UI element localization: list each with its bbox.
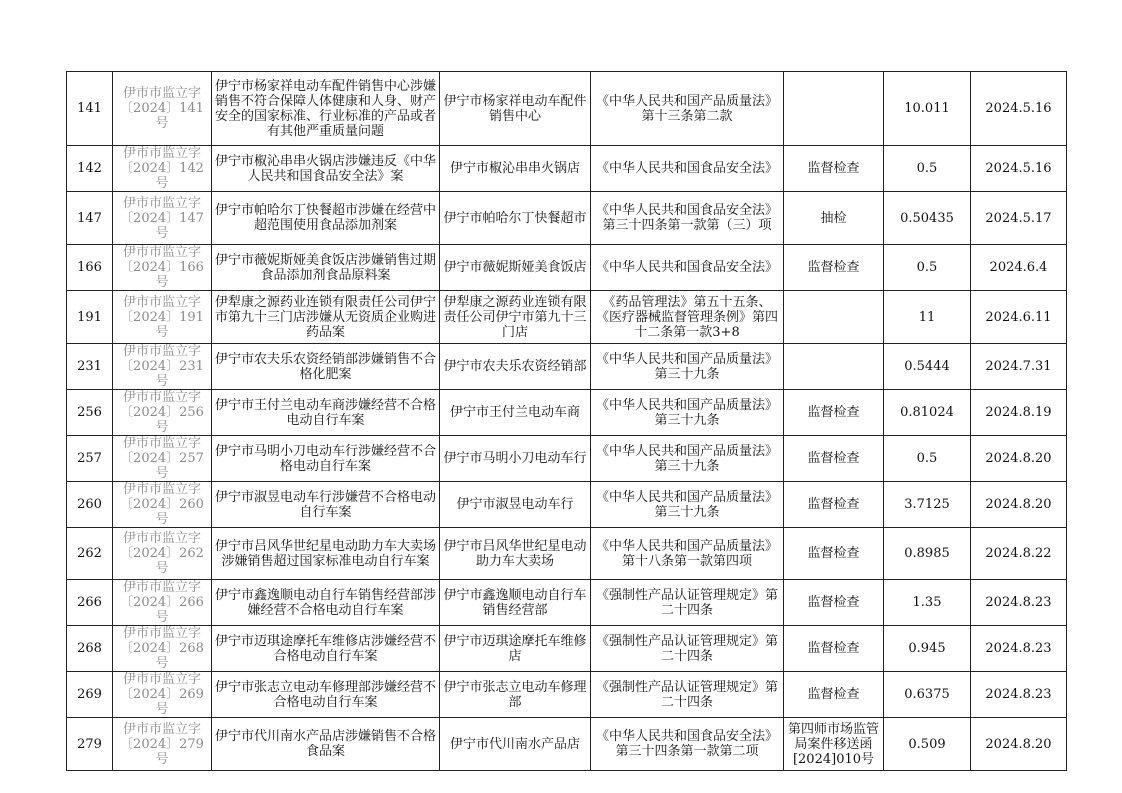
row-number: 231 <box>67 344 113 390</box>
case-source: 监督检查 <box>784 626 884 672</box>
legal-basis: 《强制性产品认证管理规定》第二十四条 <box>591 672 784 718</box>
case-source: 第四师市场监管局案件移送函[2024]010号 <box>784 718 884 771</box>
case-document-number: 伊市市监立字〔2024〕166号 <box>113 245 212 291</box>
table-row <box>67 672 1067 718</box>
case-document-number: 伊市市监立字〔2024〕260号 <box>113 482 212 528</box>
legal-basis: 《中华人民共和国食品安全法》 <box>591 245 784 291</box>
penalty-amount: 0.5444 <box>884 344 971 390</box>
row-number: 268 <box>67 626 113 672</box>
case-source <box>784 344 884 390</box>
party-name: 伊宁市鑫逸顺电动自行车销售经营部 <box>440 580 591 626</box>
case-source: 监督检查 <box>784 390 884 436</box>
case-name: 伊宁市代川南水产品店涉嫌销售不合格食品案 <box>212 718 440 771</box>
legal-basis: 《中华人民共和国产品质量法》第十八条第一款第四项 <box>591 528 784 580</box>
table-row <box>67 245 1067 291</box>
case-document-number: 伊市市监立字〔2024〕266号 <box>113 580 212 626</box>
row-number: 260 <box>67 482 113 528</box>
party-name: 伊犁康之源药业连锁有限责任公司伊宁市第九十三门店 <box>440 291 591 344</box>
case-source: 监督检查 <box>784 146 884 192</box>
table-row <box>67 436 1067 482</box>
decision-date: 2024.8.19 <box>971 390 1067 436</box>
case-name: 伊宁市淑昱电动车行涉嫌营不合格电动自行车案 <box>212 482 440 528</box>
decision-date: 2024.5.16 <box>971 72 1067 146</box>
legal-basis: 《中华人民共和国食品安全法》第三十四条第一款第二项 <box>591 718 784 771</box>
case-source: 监督检查 <box>784 672 884 718</box>
table-row <box>67 580 1067 626</box>
case-document-number: 伊市市监立字〔2024〕279号 <box>113 718 212 771</box>
row-number: 257 <box>67 436 113 482</box>
penalty-amount: 0.81024 <box>884 390 971 436</box>
penalty-amount: 3.7125 <box>884 482 971 528</box>
legal-basis: 《中华人民共和国产品质量法》第三十九条 <box>591 390 784 436</box>
table-row <box>67 528 1067 580</box>
decision-date: 2024.8.23 <box>971 672 1067 718</box>
penalty-amount: 0.509 <box>884 718 971 771</box>
legal-basis: 《中华人民共和国产品质量法》第三十九条 <box>591 344 784 390</box>
row-number: 191 <box>67 291 113 344</box>
party-name: 伊宁市吕风华世纪星电动助力车大卖场 <box>440 528 591 580</box>
decision-date: 2024.6.11 <box>971 291 1067 344</box>
case-document-number: 伊市市监立字〔2024〕257号 <box>113 436 212 482</box>
decision-date: 2024.6.4 <box>971 245 1067 291</box>
case-table-body <box>67 72 1067 771</box>
row-number: 166 <box>67 245 113 291</box>
table-row <box>67 718 1067 771</box>
penalty-amount: 0.8985 <box>884 528 971 580</box>
case-source: 抽检 <box>784 192 884 245</box>
case-name: 伊宁市薇妮斯娅美食饭店涉嫌销售过期食品添加剂食品原料案 <box>212 245 440 291</box>
penalty-amount: 0.5 <box>884 146 971 192</box>
row-number: 279 <box>67 718 113 771</box>
case-document-number: 伊市市监立字〔2024〕269号 <box>113 672 212 718</box>
row-number: 147 <box>67 192 113 245</box>
party-name: 伊宁市马明小刀电动车行 <box>440 436 591 482</box>
party-name: 伊宁市迈琪途摩托车维修店 <box>440 626 591 672</box>
case-name: 伊宁市吕风华世纪星电动助力车大卖场涉嫌销售超过国家标准电动自行车案 <box>212 528 440 580</box>
legal-basis: 《中华人民共和国产品质量法》第三十九条 <box>591 436 784 482</box>
case-table <box>66 71 1067 771</box>
case-name: 伊宁市椒沁串串火锅店涉嫌违反《中华人民共和国食品安全法》案 <box>212 146 440 192</box>
case-document-number: 伊市市监立字〔2024〕268号 <box>113 626 212 672</box>
decision-date: 2024.5.16 <box>971 146 1067 192</box>
legal-basis: 《中华人民共和国食品安全法》 <box>591 146 784 192</box>
case-name: 伊犁康之源药业连锁有限责任公司伊宁市第九十三门店涉嫌从无资质企业购进药品案 <box>212 291 440 344</box>
party-name: 伊宁市王付兰电动车商 <box>440 390 591 436</box>
decision-date: 2024.8.22 <box>971 528 1067 580</box>
decision-date: 2024.5.17 <box>971 192 1067 245</box>
party-name: 伊宁市椒沁串串火锅店 <box>440 146 591 192</box>
row-number: 256 <box>67 390 113 436</box>
legal-basis: 《强制性产品认证管理规定》第二十四条 <box>591 580 784 626</box>
penalty-amount: 0.5 <box>884 245 971 291</box>
legal-basis: 《中华人民共和国产品质量法》第十三条第二款 <box>591 72 784 146</box>
table-row <box>67 482 1067 528</box>
case-name: 伊宁市农夫乐农资经销部涉嫌销售不合格化肥案 <box>212 344 440 390</box>
case-name: 伊宁市王付兰电动车商涉嫌经营不合格电动自行车案 <box>212 390 440 436</box>
case-name: 伊宁市迈琪途摩托车维修店涉嫌经营不合格电动自行车案 <box>212 626 440 672</box>
case-source <box>784 72 884 146</box>
table-row <box>67 291 1067 344</box>
case-name: 伊宁市帕哈尔丁快餐超市涉嫌在经营中超范围使用食品添加剂案 <box>212 192 440 245</box>
case-document-number: 伊市市监立字〔2024〕231号 <box>113 344 212 390</box>
case-document-number: 伊市市监立字〔2024〕191号 <box>113 291 212 344</box>
case-source: 监督检查 <box>784 482 884 528</box>
decision-date: 2024.7.31 <box>971 344 1067 390</box>
case-source: 监督检查 <box>784 528 884 580</box>
case-document-number: 伊市市监立字〔2024〕147号 <box>113 192 212 245</box>
legal-basis: 《中华人民共和国产品质量法》第三十九条 <box>591 482 784 528</box>
penalty-amount: 0.5 <box>884 436 971 482</box>
table-row <box>67 146 1067 192</box>
penalty-amount: 11 <box>884 291 971 344</box>
row-number: 142 <box>67 146 113 192</box>
case-name: 伊宁市马明小刀电动车行涉嫌经营不合格电动自行车案 <box>212 436 440 482</box>
table-row <box>67 344 1067 390</box>
decision-date: 2024.8.20 <box>971 718 1067 771</box>
row-number: 269 <box>67 672 113 718</box>
case-source <box>784 291 884 344</box>
case-name: 伊宁市杨家祥电动车配件销售中心涉嫌销售不符合保障人体健康和人身、财产安全的国家标准、行业标准的产品或者有其他严重质量问题 <box>212 72 440 146</box>
penalty-amount: 0.50435 <box>884 192 971 245</box>
decision-date: 2024.8.23 <box>971 580 1067 626</box>
case-name: 伊宁市张志立电动车修理部涉嫌经营不合格电动自行车案 <box>212 672 440 718</box>
table-row <box>67 192 1067 245</box>
party-name: 伊宁市薇妮斯娅美食饭店 <box>440 245 591 291</box>
penalty-amount: 1.35 <box>884 580 971 626</box>
party-name: 伊宁市农夫乐农资经销部 <box>440 344 591 390</box>
party-name: 伊宁市张志立电动车修理部 <box>440 672 591 718</box>
penalty-amount: 0.6375 <box>884 672 971 718</box>
case-name: 伊宁市鑫逸顺电动自行车销售经营部涉嫌经营不合格电动自行车案 <box>212 580 440 626</box>
party-name: 伊宁市淑昱电动车行 <box>440 482 591 528</box>
row-number: 266 <box>67 580 113 626</box>
decision-date: 2024.8.20 <box>971 482 1067 528</box>
row-number: 262 <box>67 528 113 580</box>
table-row <box>67 390 1067 436</box>
legal-basis: 《药品管理法》第五十五条、《医疗器械监督管理条例》第四十二条第一款3+8 <box>591 291 784 344</box>
party-name: 伊宁市代川南水产品店 <box>440 718 591 771</box>
penalty-amount: 0.945 <box>884 626 971 672</box>
case-document-number: 伊市市监立字〔2024〕256号 <box>113 390 212 436</box>
decision-date: 2024.8.20 <box>971 436 1067 482</box>
case-document-number: 伊市市监立字〔2024〕141号 <box>113 72 212 146</box>
party-name: 伊宁市帕哈尔丁快餐超市 <box>440 192 591 245</box>
row-number: 141 <box>67 72 113 146</box>
table-row <box>67 626 1067 672</box>
case-source: 监督检查 <box>784 580 884 626</box>
case-document-number: 伊市市监立字〔2024〕142号 <box>113 146 212 192</box>
case-source: 监督检查 <box>784 245 884 291</box>
legal-basis: 《强制性产品认证管理规定》第二十四条 <box>591 626 784 672</box>
case-document-number: 伊市市监立字〔2024〕262号 <box>113 528 212 580</box>
table-row <box>67 72 1067 146</box>
decision-date: 2024.8.23 <box>971 626 1067 672</box>
case-source: 监督检查 <box>784 436 884 482</box>
legal-basis: 《中华人民共和国食品安全法》第三十四条第一款第（三）项 <box>591 192 784 245</box>
party-name: 伊宁市杨家祥电动车配件销售中心 <box>440 72 591 146</box>
penalty-amount: 10.011 <box>884 72 971 146</box>
